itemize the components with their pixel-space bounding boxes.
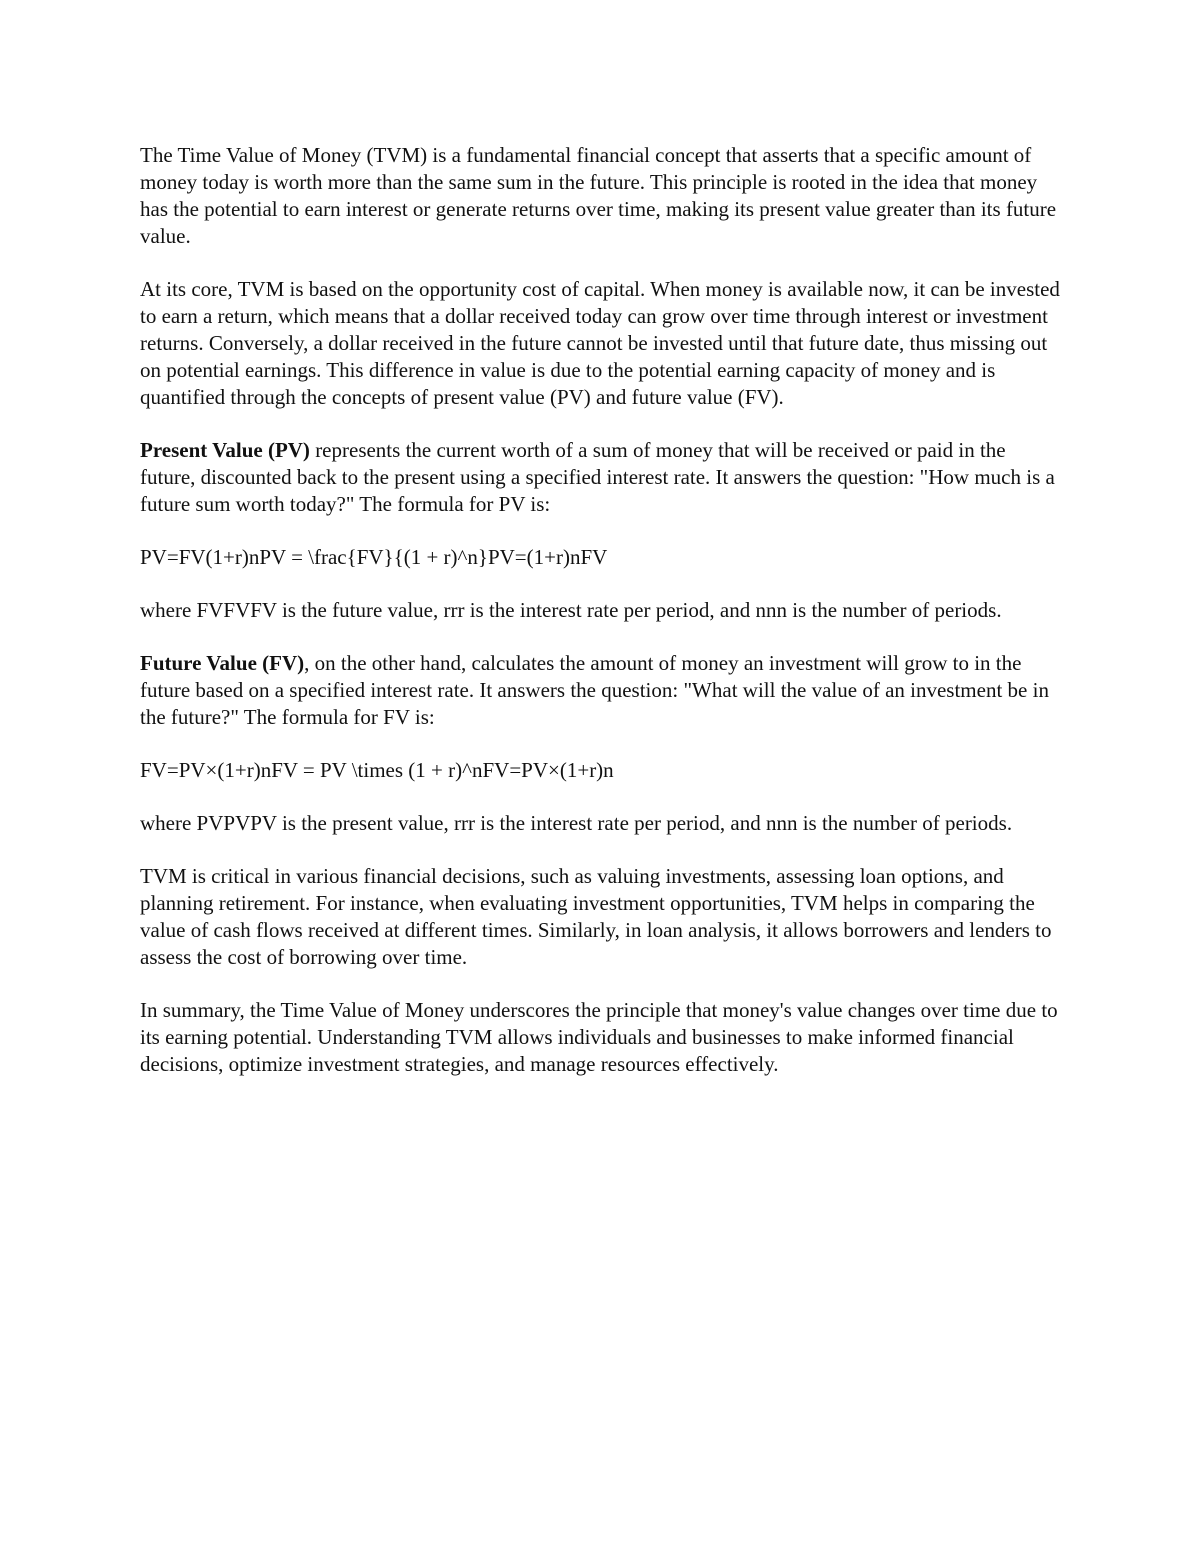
document-page (140, 142, 1065, 1104)
present-value-paragraph (140, 437, 1065, 518)
future-value-paragraph (140, 650, 1065, 731)
present-value-variables: where FVFVFV is the future value, rrr is the interest rate per period, and nnn is the number of periods. (140, 598, 1002, 622)
future-value-description: , on the other hand, calculates the amount of money an investment will grow to in the future based on a specified interest rate. It answers the question: "What will the value of an investment be in the future?" The formula for FV is: (140, 651, 1049, 729)
future-value-term: Future Value (FV) (140, 651, 305, 675)
present-value-formula: PV=FV(1+r)nPV = \frac{FV}{(1 + r)^n}PV=(1+r)nFV (140, 545, 608, 569)
future-value-formula: FV=PV×(1+r)nFV = PV \times (1 + r)^nFV=PV×(1+r)n (140, 758, 614, 782)
summary-paragraph: In summary, the Time Value of Money underscores the principle that money's value changes over time due to its earning potential. Understanding TVM allows individuals and businesses to make informed financial decisions, optimize investment strategies, and manage resources effectively. (140, 998, 1058, 1076)
present-value-description: represents the current worth of a sum of money that will be received or paid in the future, discounted back to the present using a specified interest rate. It answers the question: "How much is a future sum worth today?" The formula for PV is: (140, 438, 1055, 516)
intro-paragraph: The Time Value of Money (TVM) is a fundamental financial concept that asserts that a specific amount of money today is worth more than the same sum in the future. This principle is rooted in the idea that money has the potential to earn interest or generate returns over time, making its present value greater than its future value. (140, 143, 1057, 248)
core-concept-paragraph: At its core, TVM is based on the opportunity cost of capital. When money is available now, it can be invested to earn a return, which means that a dollar received today can grow over time through interest or investment returns. Conversely, a dollar received in the future cannot be invested until that future date, thus missing out on potential earnings. This difference in value is due to the potential earning capacity of money and is quantified through the concepts of present value (PV) and future value (FV). (140, 277, 1060, 409)
present-value-term: Present Value (PV) (140, 438, 310, 462)
future-value-variables: where PVPVPV is the present value, rrr is the interest rate per period, and nnn is the number of periods. (140, 811, 1013, 835)
financial-decisions-paragraph: TVM is critical in various financial decisions, such as valuing investments, assessing loan options, and planning retirement. For instance, when evaluating investment opportunities, TVM helps in comparing the value of cash flows received at different times. Similarly, in loan analysis, it allows borrowers and lenders to assess the cost of borrowing over time. (140, 864, 1052, 969)
